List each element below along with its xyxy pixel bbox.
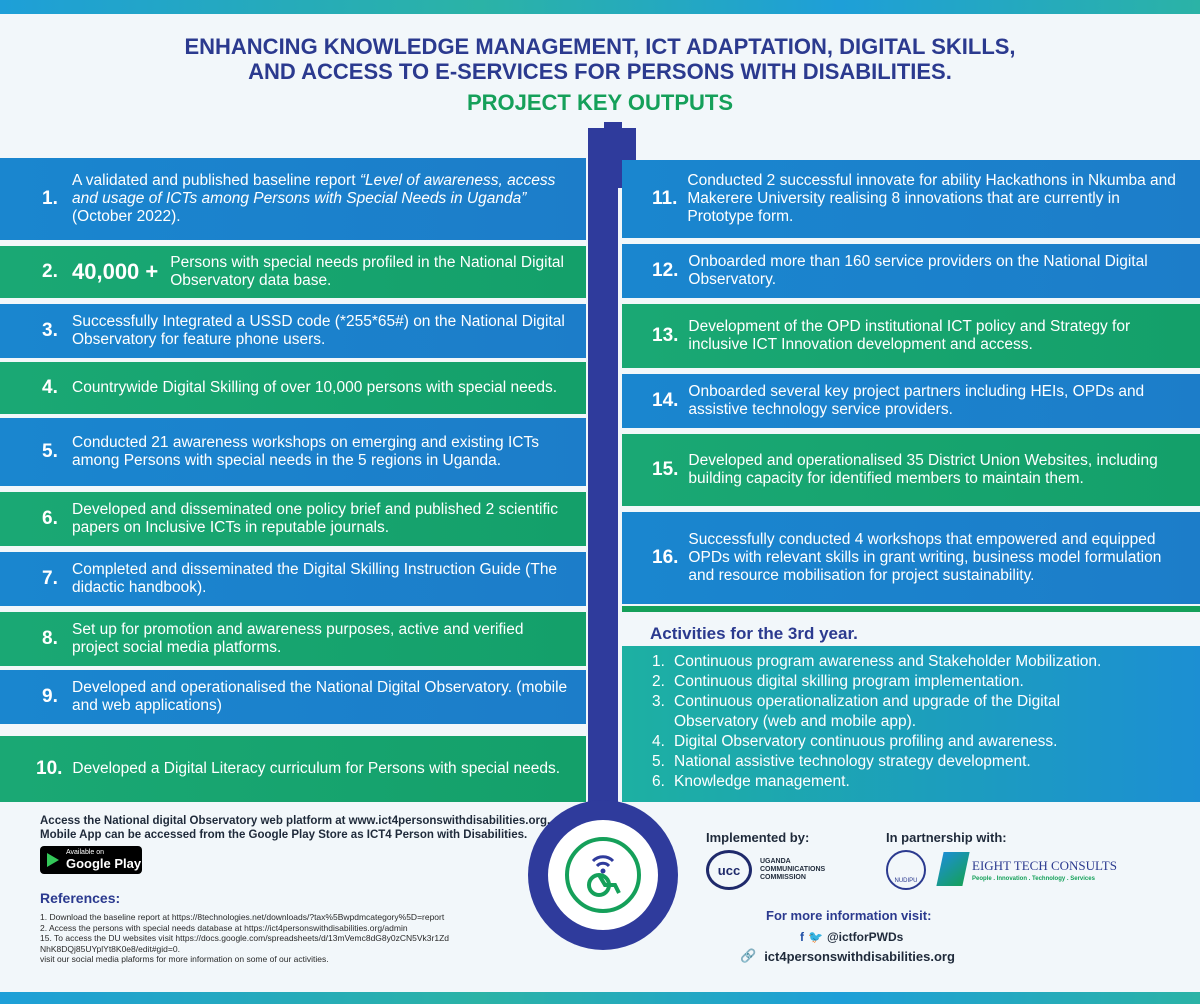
output-item <box>622 160 1200 238</box>
output-number: 6. <box>42 508 58 529</box>
output-text: Onboarded several key project partners including HEIs, OPDs and assistive technology service providers. <box>688 383 1145 418</box>
activity-number: 2. <box>652 673 665 690</box>
profiled-count: 40,000 + <box>72 259 159 284</box>
output-number: 15. <box>652 459 679 480</box>
activity-item <box>652 752 1200 772</box>
output-text: Development of the OPD institutional ICT policy and Strategy for inclusive ICT Innovation development and access. <box>688 318 1131 353</box>
output-item <box>0 612 586 666</box>
divider <box>622 606 1200 612</box>
social-handle-text[interactable]: @ictforPWDs <box>826 930 904 944</box>
ucc-logo: ucc <box>706 850 752 890</box>
output-item <box>622 434 1200 506</box>
reference-item: visit our social media plaforms for more information on some of our activities. <box>40 954 329 964</box>
reference-item[interactable]: 2. Access the persons with special needs database at https://ict4personswithdisabilities.org/admin <box>40 922 408 933</box>
reference-item[interactable]: 15. To access the DU websites visit https://docs.google.com/spreadsheets/d/13mVemc8dG8y0zCN5Vk3r1Zd <box>40 933 449 943</box>
ucc-name: UGANDA COMMUNICATIONS COMMISSION <box>760 858 826 881</box>
output-item <box>0 362 586 414</box>
output-item <box>0 736 586 802</box>
page-title <box>0 34 1200 84</box>
eight-tech-logo-icon <box>936 852 969 886</box>
title-line-1: ENHANCING KNOWLEDGE MANAGEMENT, ICT ADAPTATION, DIGITAL SKILLS, <box>184 34 1016 59</box>
output-number: 10. <box>36 758 63 779</box>
report-title: “Level of awareness, access and usage of ICTs among Persons with Special Needs in Uganda” <box>72 172 556 207</box>
output-number: 4. <box>42 377 58 398</box>
output-number: 1. <box>42 188 58 209</box>
activity-text: National assistive technology strategy development. <box>674 753 1031 770</box>
output-text <box>72 172 586 226</box>
output-text-part: A validated and published baseline report <box>72 172 360 189</box>
key-shaft <box>588 150 618 840</box>
output-item <box>622 512 1200 604</box>
more-info-label: For more information visit: <box>766 908 932 923</box>
activities-list <box>622 646 1200 802</box>
implemented-by-label: Implemented by: <box>706 830 810 845</box>
activity-item <box>652 672 1200 692</box>
eight-tech-name: EIGHT TECH CONSULTS <box>972 858 1117 873</box>
output-text: Developed and disseminated one policy brief and published 2 scientific papers on Inclusive ICTs in reputable journals. <box>72 501 558 536</box>
output-number: 14. <box>652 390 679 411</box>
output-number: 3. <box>42 320 58 341</box>
partnership-label: In partnership with: <box>886 830 1007 845</box>
output-text-part: (October 2022). <box>72 208 181 225</box>
page-subtitle: PROJECT KEY OUTPUTS <box>466 90 734 115</box>
twitter-icon[interactable]: 🐦 <box>808 930 823 944</box>
activities-title: Activities for the 3rd year. <box>650 624 858 643</box>
activity-text: Continuous operationalization and upgrade of the Digital Observatory (web and mobile app). <box>674 693 1061 730</box>
output-number: 11. <box>652 188 678 209</box>
title-line-2: AND ACCESS TO E-SERVICES FOR PERSONS WITH DISABILITIES. <box>248 59 952 84</box>
output-number: 13. <box>652 325 679 346</box>
output-text: Developed and operationalised the National Digital Observatory. (mobile and web applications) <box>72 679 568 714</box>
output-number: 7. <box>42 568 58 589</box>
output-item <box>0 670 586 724</box>
google-play-icon <box>47 853 59 867</box>
eight-tech-tagline: People . Innovation . Technology . Services <box>972 876 1095 882</box>
nudipu-logo: NUDIPU <box>886 850 926 890</box>
output-text: Countrywide Digital Skilling of over 10,000 persons with special needs. <box>72 379 558 396</box>
output-text: Successfully Integrated a USSD code (*255*65#) on the National Digital Observatory for feature phone users. <box>72 313 565 348</box>
activity-text: Continuous digital skilling program implementation. <box>674 673 1024 690</box>
website-link[interactable] <box>740 948 955 964</box>
references-list <box>40 912 520 965</box>
access-info <box>40 814 550 842</box>
output-text: Conducted 2 successful innovate for ability Hackathons in Nkumba and Makerere University realising 8 innovations that are currently in Prototype form. <box>687 172 1176 225</box>
output-text: Completed and disseminated the Digital Skilling Instruction Guide (The didactic handbook). <box>72 561 558 596</box>
output-item <box>0 492 586 546</box>
key-notch <box>604 122 622 136</box>
top-stripe <box>0 0 1200 14</box>
output-item <box>622 304 1200 368</box>
output-item <box>0 246 586 298</box>
output-number: 5. <box>42 441 58 462</box>
activity-item <box>652 772 1200 792</box>
access-web-text: Access the National digital Observatory web platform at www.ict4personswithdisabilities.org. <box>40 815 551 827</box>
output-text: Onboarded more than 160 service providers on the National Digital Observatory. <box>688 253 1148 288</box>
social-handle[interactable] <box>800 930 903 944</box>
website-url[interactable]: ict4personswithdisabilities.org <box>764 948 955 964</box>
output-number: 8. <box>42 628 58 649</box>
output-text: Developed a Digital Literacy curriculum for Persons with special needs. <box>72 760 561 777</box>
output-number: 16. <box>652 547 679 568</box>
activity-number: 6. <box>652 773 665 790</box>
activity-number: 3. <box>652 693 665 710</box>
output-number: 9. <box>42 686 58 707</box>
output-text: Set up for promotion and awareness purposes, active and verified project social media platforms. <box>72 621 524 656</box>
activity-item <box>652 732 1200 752</box>
activity-item <box>652 692 1200 732</box>
link-icon: 🔗 <box>740 948 757 963</box>
references-title: References: <box>40 890 121 906</box>
access-app-text: Mobile App can be accessed from the Google Play Store as ICT4 Person with Disabilities. <box>40 829 528 841</box>
bottom-stripe <box>0 992 1200 1004</box>
google-play-caption: Available on <box>66 849 105 856</box>
output-item <box>0 304 586 358</box>
wheelchair-wifi-logo-icon <box>565 837 641 913</box>
output-item <box>0 552 586 606</box>
output-text: Successfully conducted 4 workshops that empowered and equipped OPDs with relevant skills in grant writing, business model formulation and resource mobilisation for project sustainability. <box>688 531 1162 584</box>
activity-number: 1. <box>652 653 665 670</box>
activity-text: Continuous program awareness and Stakeholder Mobilization. <box>674 653 1102 670</box>
output-text: Developed and operationalised 35 District Union Websites, including building capacity for identified members to maintain them. <box>688 452 1158 487</box>
google-play-label: Google Play <box>66 856 142 871</box>
reference-item[interactable]: 1. Download the baseline report at https://8technologies.net/downloads/?tax%5Bwpdmcategory%5D=report <box>40 912 445 922</box>
activity-item <box>652 652 1200 672</box>
google-play-button[interactable] <box>40 846 142 874</box>
output-text: Conducted 21 awareness workshops on emerging and existing ICTs among Persons with special needs in the 5 regions in Uganda. <box>72 434 539 469</box>
output-item <box>622 374 1200 428</box>
activity-text: Digital Observatory continuous profiling and awareness. <box>674 733 1058 750</box>
output-item <box>0 158 586 240</box>
output-number: 12. <box>652 260 679 281</box>
activity-number: 5. <box>652 753 665 770</box>
output-text: Persons with special needs profiled in the National Digital Observatory data base. <box>170 254 564 289</box>
activity-text: Knowledge management. <box>674 773 850 790</box>
facebook-icon[interactable]: f <box>800 930 804 944</box>
activity-number: 4. <box>652 733 665 750</box>
reference-item[interactable]: NhK8DQj85UYplYt8K0e8/edit#gid=0. <box>40 943 180 954</box>
output-item <box>622 244 1200 298</box>
output-item <box>0 418 586 486</box>
output-number: 2. <box>42 261 58 282</box>
